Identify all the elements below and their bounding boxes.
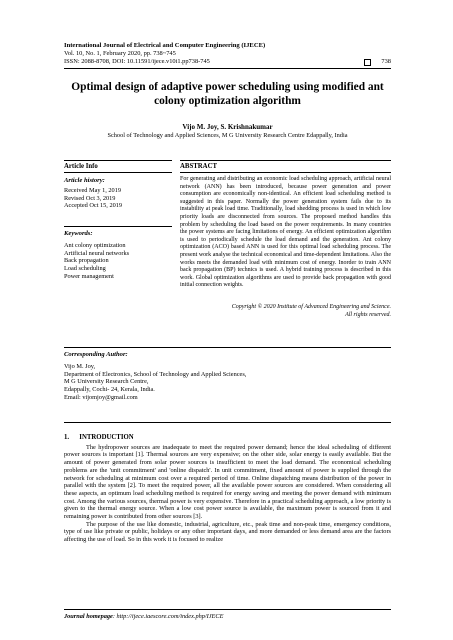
keyword-item: Ant colony optimization xyxy=(64,242,126,249)
abstract-top-rule xyxy=(180,160,391,161)
corresponding-heading: Corresponding Author: xyxy=(64,351,128,358)
article-history-heading: Article history: xyxy=(64,177,105,184)
article-info-column xyxy=(64,162,172,210)
keyword-item: Artificial neural networks xyxy=(64,249,130,257)
article-info-top-rule xyxy=(64,160,172,161)
author-email: Email: vijomjoy@gmail.com xyxy=(64,393,138,401)
square-box-icon xyxy=(364,59,371,66)
footer-divider xyxy=(64,609,391,610)
introduction-section xyxy=(64,434,391,544)
journal-homepage xyxy=(64,613,223,620)
corresponding-author-block xyxy=(64,351,391,402)
header-divider xyxy=(64,68,391,69)
rights-line: All rights reserved. xyxy=(345,311,391,318)
keywords-top-rule xyxy=(64,226,172,227)
history-received: Received May 1, 2019 xyxy=(64,187,122,194)
keywords-block xyxy=(64,230,172,281)
paper-authors: Vijo M. Joy, S. Krishnakumar xyxy=(182,123,273,131)
issn-row xyxy=(64,58,391,66)
introduction-heading: 1. INTRODUCTION xyxy=(64,434,134,441)
journal-volume: Vol. 10, No. 1, February 2020, pp. 738~745 xyxy=(64,50,176,57)
keyword-item: Load scheduling xyxy=(64,265,106,273)
abstract-heading: ABSTRACT xyxy=(180,163,218,170)
journal-header xyxy=(64,42,391,66)
history-accepted: Accepted Oct 15, 2019 xyxy=(64,202,123,210)
keywords-heading: Keywords: xyxy=(64,230,93,237)
keyword-item: Power management xyxy=(64,272,114,280)
copyright-line: Copyright © 2020 Institute of Advanced Engineering and Science. xyxy=(231,303,391,310)
paper-affiliation: School of Technology and Applied Sciences, M G University Research Centre Edappally, India xyxy=(107,132,348,139)
introduction-paragraph-2: The purpose of the use like domestic, industrial, agriculture, etc., peak time and non-peak time, emergency conditions, type of use like private or public, holidays or any other important days, and more demanded or less demand area are the factors affecting the use of load. So in this work it is focused to realize xyxy=(64,520,391,544)
page-number: 738 xyxy=(381,58,391,65)
article-info-heading: Article Info xyxy=(64,163,98,170)
author-centre: M G University Research Centre, xyxy=(64,378,149,386)
abstract-column xyxy=(180,162,391,319)
abstract-text: For generating and distributing an economic load scheduling approach, artificial neural network (ANN) has been introduced, because power generation and power consumption are economically non-identical. An efficient load scheduling method is suggested in this paper. Normally the power generation system fails due to its instability at peak load time. Traditionally, load shedding process is used in which low priority loads are disconnected from sources. The proposed method handles this problem by scheduling the load based on the power requirements. In many countries the power systems are facing limitations of energy. An efficient optimization algorithm is used to periodically schedule the load demand and the generation. Ant colony optimization (ACO) based ANN is used for this optimal load scheduling process. The present work analyse the technical economical and time-dependent limitations. Also the works meets the demanded load with minimum cost of energy. Inorder to train ANN back propagation (BP) technics is used. A hybrid training process is described in this work. Global optimization algorithms are used to provide back propagation with good initial connection weights. xyxy=(180,176,391,289)
history-revised: Revised Oct 3, 2019 xyxy=(64,194,116,202)
author-name: Vijo M. Joy, xyxy=(64,363,96,370)
corresponding-bottom-rule xyxy=(64,422,391,423)
homepage-url[interactable]: : http://ijece.iaescore.com/index.php/IJECE xyxy=(112,613,224,620)
author-address: Edappally, Cochi- 24, Kerala, India. xyxy=(64,386,155,394)
homepage-label: Journal homepage xyxy=(64,613,113,620)
journal-issn: ISSN: 2088-8708, DOI: 10.11591/ijece.v10i1.pp738-745 xyxy=(64,58,210,65)
paper-title: Optimal design of adaptive power scheduling using modified ant colony optimization algorithm xyxy=(71,81,384,107)
introduction-paragraph-1: The hydropower sources are inadequate to meet the required power demand; hence the ideal scheduling of different power sources is important [1]. Thermal sources are very expensive; on the other side, solar energy is easily available. But the amount of power generated from solar power sources is insufficient to meet the load demand. The economical scheduling problems are the 'unit commitment' and 'online dispatch'. In unit commitment, fixed amount of power is supplied through the network for scheduling at minimum cost over a required period of time. Online dispatching means distribution of the power in parallel with the system [2]. To meet the required power, all the available power sources are considered. When considering all these aspects, an optimum load scheduling method is required for energy saving and meeting the power demand with minimum cost. Among the various sources, thermal power is very expensive. Therefore in a practical scheduling approach, a low priority is given to the thermal energy source. When a low cost power source is available, the maximum power is sourced from it and remaining power is contributed from other sources [3]. xyxy=(64,443,391,521)
corresponding-top-rule xyxy=(64,347,391,348)
keyword-item: Back propagation xyxy=(64,257,109,265)
author-department: Department of Electronics, School of Technology and Applied Sciences, xyxy=(64,370,247,378)
journal-name: International Journal of Electrical and Computer Engineering (IJECE) xyxy=(64,42,266,49)
